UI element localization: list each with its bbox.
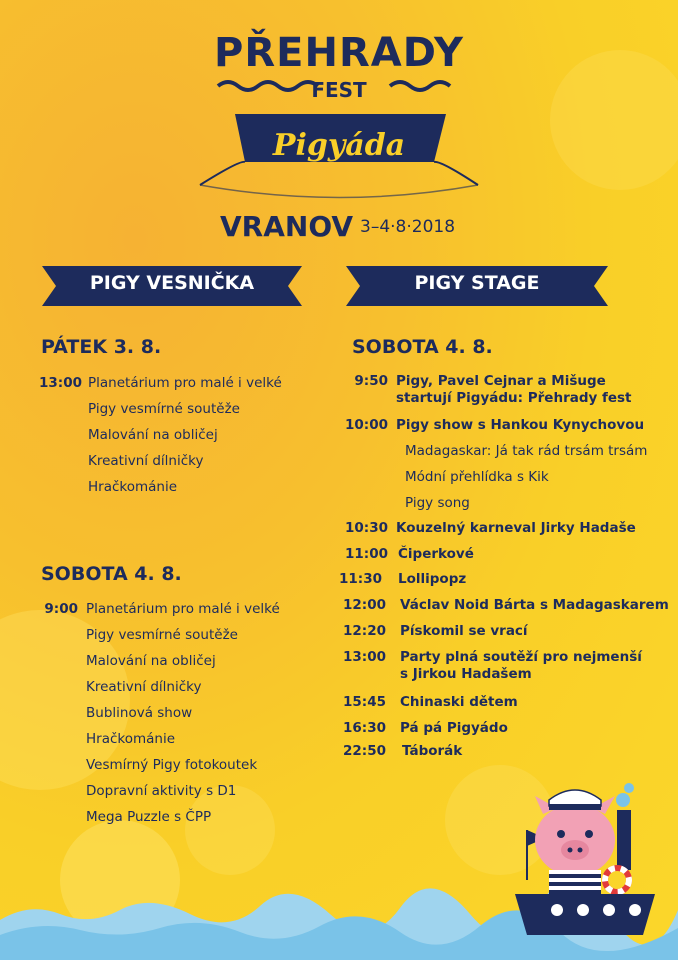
schedule-time: 11:00 [345,546,388,562]
schedule-time: 16:30 [343,720,386,736]
day-heading-stage-saturday: SOBOTA 4. 8. [352,336,493,358]
schedule-title: Chinaski dětem [400,694,518,710]
schedule-title: Čiperkové [398,546,474,562]
list-item: Mega Puzzle s ČPP [86,809,212,825]
ribbon-pigy-vesnicka: PIGY VESNIČKA [89,272,255,294]
festival-title: PŘEHRADY [214,30,464,76]
schedule-title-line2: startují Pigyádu: Přehrady fest [396,390,632,406]
schedule-title: Pá pá Pigyádo [400,720,508,736]
day-heading-friday: PÁTEK 3. 8. [41,336,162,358]
schedule-subitem: Módní přehlídka s Kik [405,469,549,485]
schedule-time: 10:00 [345,417,388,433]
event-dates: 3–4·8·2018 [360,217,456,237]
list-item: Kreativní dílničky [88,453,204,469]
schedule-time: 9:00 [44,601,78,617]
list-item: Planetárium pro malé i velké [86,601,280,617]
schedule-time: 22:50 [343,743,386,759]
schedule-title: Pískomil se vrací [400,623,528,639]
banner-title: Pigyáda [272,128,406,163]
schedule-title: Pigy, Pavel Cejnar a Mišuge [396,373,606,389]
schedule-title-line2: s Jirkou Hadašem [400,666,532,682]
day-heading-saturday: SOBOTA 4. 8. [41,563,182,585]
list-item: Planetárium pro malé i velké [88,375,282,391]
list-item: Hračkománie [88,479,178,495]
schedule-title: Kouzelný karneval Jirky Hadaše [396,520,636,536]
list-item: Dopravní aktivity s D1 [86,783,237,799]
schedule-subitem: Madagaskar: Já tak rád trsám trsám [405,443,648,459]
list-item: Malování na obličej [88,427,218,443]
schedule-time: 12:00 [343,597,386,613]
list-item: Vesmírný Pigy fotokoutek [86,757,258,773]
schedule-time: 11:30 [339,571,382,587]
schedule-time: 10:30 [345,520,388,536]
schedule-title: Lollipopz [398,571,467,587]
list-item: Kreativní dílničky [86,679,202,695]
ribbon-pigy-stage: PIGY STAGE [414,272,540,294]
schedule-time: 9:50 [354,373,388,389]
schedule-title: Táborák [402,743,463,759]
schedule-time: 13:00 [343,649,386,665]
list-item: Pigy vesmírné soutěže [86,627,238,643]
list-item: Pigy vesmírné soutěže [88,401,240,417]
schedule-title: Party plná soutěží pro nejmenší [400,649,642,665]
schedule-title: Pigy show s Hankou Kynychovou [396,417,645,433]
schedule-time: 13:00 [39,375,82,391]
schedule-time: 15:45 [343,694,386,710]
list-item: Bublinová show [86,705,193,721]
list-item: Malování na obličej [86,653,216,669]
schedule-subitem: Pigy song [405,495,470,511]
festival-subtitle: FEST [311,78,367,102]
event-location: VRANOV [220,210,354,243]
schedule-title: Václav Noid Bárta s Madagaskarem [400,597,669,613]
pig-sailor-boat-icon [505,770,670,945]
list-item: Hračkománie [86,731,176,747]
schedule-time: 12:20 [343,623,386,639]
